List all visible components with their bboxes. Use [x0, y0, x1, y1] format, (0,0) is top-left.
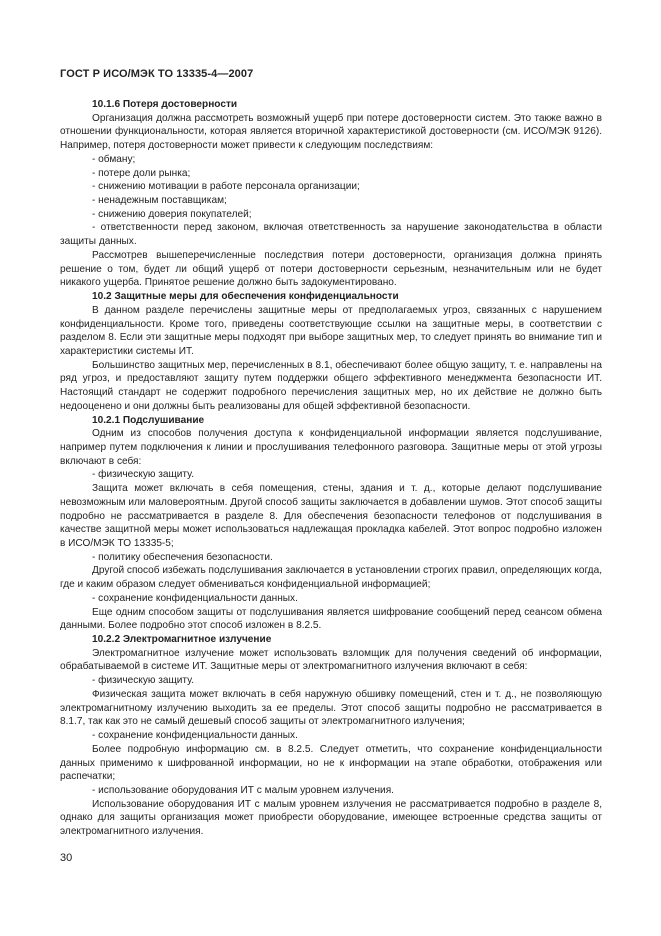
paragraph: - снижению мотивации в работе персонала организации; — [92, 181, 360, 193]
section-heading: 10.2 Защитные меры для обеспечения конфиденциальности — [92, 291, 399, 303]
paragraph: В данном разделе перечислены защитные меры от предполагаемых угроз, связанных с нарушением конфиденциальности. Кроме того, приведены соответствующие ссылки на защитные меры, в соответствии с разделом 8. Если эти защитные меры подходят при выборе защитных мер, то следует принять во внимание тип и характеристики системы ИТ. — [60, 304, 602, 357]
paragraph: - физическую защиту. — [92, 675, 195, 687]
paragraph: Большинство защитных мер, перечисленных в 8.1, обеспечивают более общую защиту, т. е. направлены на ряд угроз, и предоставляют защиту путем поддержки общего эффективного менеджмента безопасности ИТ. Настоящий стандарт не содержит подробного перечисления защитных мер, но их действие не должно быть недооценено и они должны быть реализованы для общей эффективной безопасности. — [60, 359, 602, 412]
section-heading: 10.1.6 Потеря достоверности — [92, 99, 238, 110]
paragraph: - сохранение конфиденциальности данных. — [92, 592, 298, 604]
paragraph: Организация должна рассмотреть возможный ущерб при потере достоверности систем. Это также важно в отношении функциональности, которая является вторичной характеристикой достоверности (см. ИСО/МЭК 9126). Например, потеря достоверности может привести к следующим последствиям: — [60, 112, 602, 152]
paragraph: - ненадежным поставщикам; — [92, 195, 227, 207]
paragraph: - потере доли рынка; — [92, 167, 191, 179]
paragraph: Еще одним способом защиты от подслушивания является шифрование сообщений перед сеансом обмена данными. Более подробно этот способ изложен в 8.2.5. — [60, 606, 602, 632]
paragraph: - ответственности перед законом, включая ответственность за нарушение законодательства в области защиты данных. — [60, 222, 602, 248]
document-header: ГОСТ Р ИСО/МЭК ТО 13335-4—2007 — [60, 68, 254, 80]
paragraph: Использование оборудования ИТ с малым уровнем излучения не рассматривается подробно в разделе 8, однако для защиты организация может приобрести оборудование, имеющее встроенные средства защиты от электромагнитного излучения. — [60, 798, 602, 838]
document-body — [60, 98, 602, 839]
paragraph: - обману; — [92, 153, 136, 165]
paragraph: Другой способ избежать подслушивания заключается в установлении строгих правил, определяющих когда, где и каким образом следует обмениваться конфиденциальной информацией; — [60, 565, 602, 591]
section-heading: 10.2.2 Электромагнитное излучение — [92, 634, 272, 646]
paragraph: - физическую защиту. — [92, 469, 195, 481]
paragraph: Электромагнитное излучение может использовать взломщик для получения сведений об информации, обрабатываемой в системе ИТ. Защитные меры от электромагнитного излучения включают в себя: — [60, 647, 602, 673]
paragraph: - сохранение конфиденциальности данных. — [92, 730, 298, 742]
paragraph: - политику обеспечения безопасности. — [92, 551, 273, 563]
page-number: 30 — [60, 852, 73, 864]
paragraph: Физическая защита может включать в себя наружную обшивку помещений, стен и т. д., не позволяющую электромагнитному излучению выходить за ее пределы. Этот способ защиты подробно не рассматривается в 8.1.7, так как это не самый дешевый способ защиты от электромагнитного излучения; — [60, 688, 602, 728]
paragraph: Одним из способов получения доступа к конфиденциальной информации является подслушивание, например путем подключения к линии и прослушивания телефонного разговора. Защитные меры от этой угрозы включают в себя: — [60, 428, 602, 467]
paragraph: - использование оборудования ИТ с малым уровнем излучения. — [92, 784, 394, 796]
paragraph: Защита может включать в себя помещения, стены, здания и т. д., которые делают подслушивание невозможным или маловероятным. Другой способ защиты заключается в добавлении шумов. Этот способ защиты подробно не рассматривается в разделе 8. Для обеспечения безопасности телефонов от подслушивания в качестве защитной меры может использоваться надлежащая прокладка кабелей. Этот вопрос подробно изложен в ИСО/МЭК ТО 13335-5; — [60, 483, 602, 549]
section-heading: 10.2.1 Подслушивание — [92, 414, 205, 426]
paragraph: Рассмотрев вышеперечисленные последствия потери достоверности, организация должна принять решение о том, будет ли общий ущерб от потери достоверности серьезным, незначительным или не будет никакого ущерба. Принятое решение должно быть задокументировано. — [60, 249, 602, 289]
paragraph: - снижению доверия покупателей; — [92, 208, 252, 220]
paragraph: Более подробную информацию см. в 8.2.5. Следует отметить, что сохранение конфиденциальности данных применимо к шифрованной информации, но не к информации на этапе обработки, отображения или распечатки; — [60, 743, 602, 783]
